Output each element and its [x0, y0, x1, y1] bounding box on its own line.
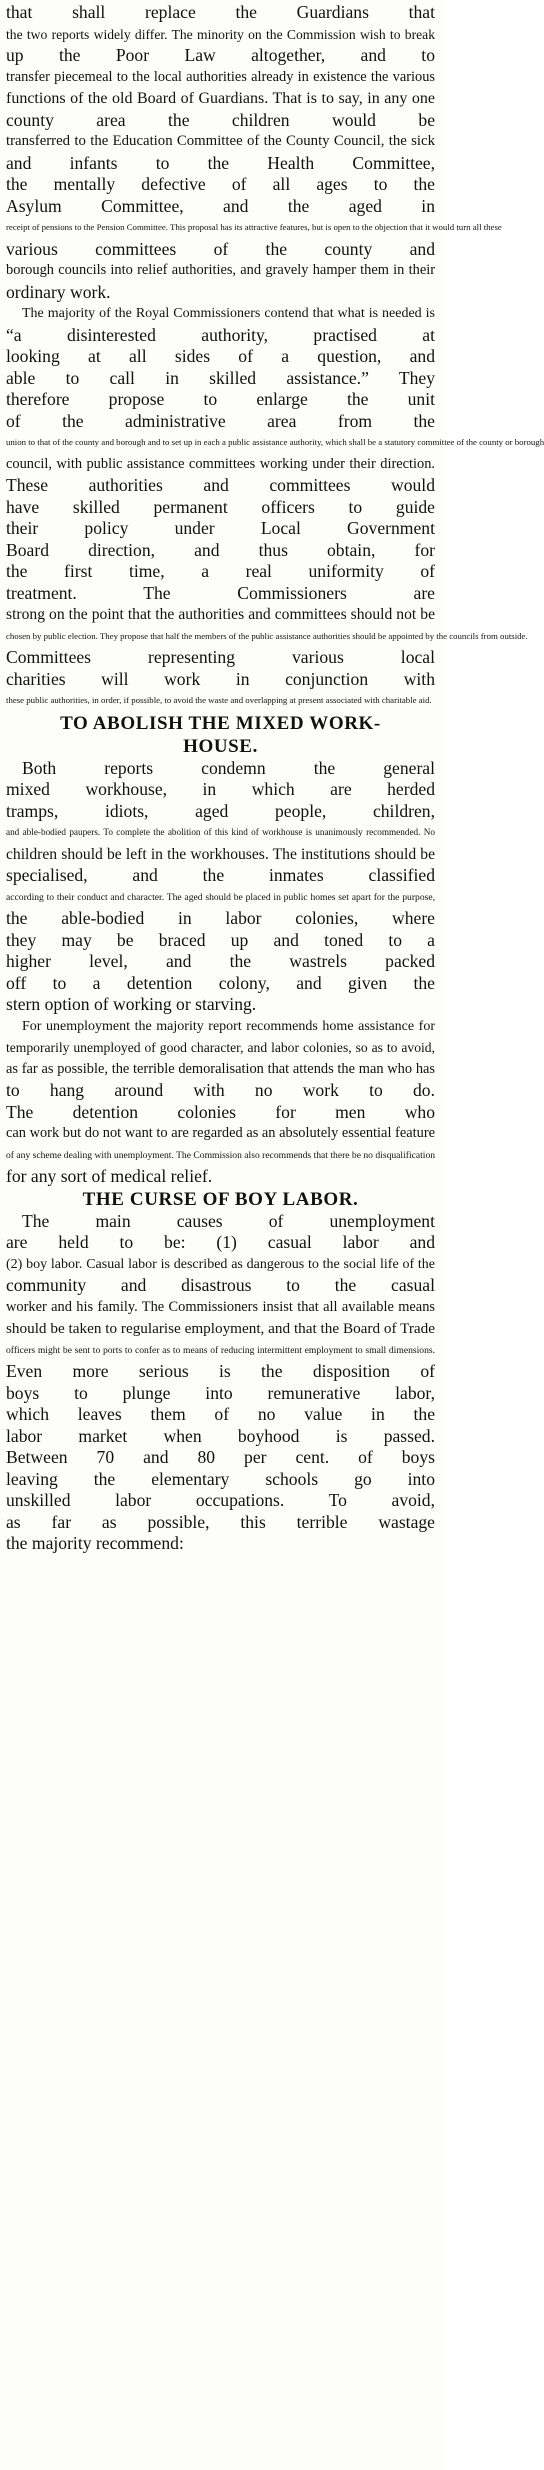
text-line: to hang around with no work to do. — [6, 1080, 435, 1100]
text-line: temporarily unemployed of good character, and labor colonies, so as to avoid, — [6, 1040, 435, 1055]
heading-mixed-workhouse — [6, 712, 435, 735]
text-line: chosen by public election. They propose that half the members of the public assistance authorities should be appointed by the councils from outside. — [6, 630, 528, 641]
text-line: the able-bodied in labor colonies, where — [6, 908, 435, 928]
text-line: able to call in skilled assistance.” They — [6, 367, 435, 388]
text-line: of any scheme dealing with unemployment. The Commission also recommends that there be no disqualification — [6, 1149, 436, 1161]
text-line: The detention colonies for men who — [6, 1101, 435, 1122]
text-line: Board direction, and thus obtain, for — [6, 539, 435, 560]
text-line: Asylum Committee, and the aged in — [6, 195, 435, 216]
text-line: “a disinterested authority, practised at — [6, 324, 435, 345]
text-line: transferred to the Education Committee of the County Council, the sick — [6, 133, 435, 149]
text-line: should be taken to regularise employment, and that the Board of Trade — [6, 1320, 435, 1337]
text-line: higher level, and the wastrels packed — [6, 951, 435, 971]
heading-mixed-workhouse-cont — [6, 735, 435, 758]
text-line: charities will work in conjunction with — [6, 668, 435, 689]
text-line: boys to plunge into remunerative labor, — [6, 1382, 435, 1403]
text-line: and infants to the Health Committee, — [6, 152, 435, 173]
text-line: ordinary work. — [6, 281, 111, 302]
text-line: for any sort of medical relief. — [6, 1166, 213, 1186]
text-line: according to their conduct and character. The aged should be placed in public homes set apart for the purpose, — [6, 891, 435, 903]
text-line: which leaves them of no value in the — [6, 1404, 435, 1424]
text-line: The majority of the Royal Commissioners contend that what is needed is — [22, 306, 435, 321]
text-line: For unemployment the majority report recommends home assistance for — [22, 1018, 435, 1034]
text-line: can work but do not want to are regarded as an absolutely essential feature — [6, 1125, 435, 1141]
text-line: that shall replace the Guardians that — [6, 2, 435, 22]
text-line: worker and his family. The Commissioners insist that all available means — [6, 1298, 435, 1315]
heading-text: HOUSE. — [183, 735, 258, 757]
heading-boy-labor — [6, 1188, 435, 1211]
paragraph — [6, 758, 435, 1016]
section-boy-labor — [6, 1211, 435, 1555]
text-line: these public authorities, in order, if possible, to avoid the waste and overlapping at present associated with charitable aid. — [6, 695, 432, 705]
text-line: Even more serious is the disposition of — [6, 1361, 435, 1381]
paragraph — [6, 1016, 435, 1188]
text-line: various committees of the county and — [6, 238, 435, 259]
text-line: treatment. The Commissioners are — [6, 582, 435, 603]
text-line: functions of the old Board of Guardians. That is to say, in any one — [6, 90, 435, 107]
text-line: These authorities and committees would — [6, 475, 435, 495]
text-line: unskilled labor occupations. To avoid, — [6, 1490, 435, 1510]
text-line: strong on the point that the authorities and committees should not be — [6, 606, 435, 623]
text-line: transfer piecemeal to the local authorities already in existence the various — [6, 68, 435, 85]
text-line: The main causes of unemployment — [22, 1210, 435, 1231]
heading-text: TO ABOLISH THE MIXED WORK- — [60, 712, 381, 734]
text-line: leaving the elementary schools go into — [6, 1468, 435, 1489]
text-line: Between 70 and 80 per cent. of boys — [6, 1447, 435, 1467]
text-line: they may be braced up and toned to a — [6, 929, 435, 950]
heading-text: THE CURSE OF BOY LABOR. — [82, 1188, 359, 1210]
text-line: as far as possible, the terrible demoralisation that attends the man who has — [6, 1060, 435, 1077]
text-line: are held to be: (1) casual labor and — [6, 1232, 435, 1252]
text-line: and able-bodied paupers. To complete the abolition of this kind of workhouse is unanimously recommended. No — [6, 827, 435, 837]
text-line: up the Poor Law altogether, and to — [6, 45, 435, 65]
text-line: the first time, a real uniformity of — [6, 561, 435, 581]
text-line: receipt of pensions to the Pension Committee. This proposal has its attractive features, but is open to the objection that it would turn all these — [6, 222, 502, 232]
text-line: the majority recommend: — [6, 1533, 184, 1553]
text-line: stern option of working or starving. — [6, 994, 257, 1014]
text-line: community and disastrous to the casual — [6, 1275, 435, 1295]
text-line: officers might be sent to ports to confer as to means of reducing intermittent employment to small dimensions. — [6, 1344, 435, 1356]
text-line: union to that of the county and borough and to set up in each a public assistance authority, which shall be a statutory committee of the county or borough — [6, 437, 544, 447]
paragraph — [6, 1211, 435, 1555]
paragraph — [6, 2, 502, 303]
text-line: (2) boy labor. Casual labor is described as dangerous to the social life of the — [6, 1256, 435, 1272]
text-line: have skilled permanent officers to guide — [6, 496, 435, 517]
text-line: labor market when boyhood is passed. — [6, 1425, 435, 1446]
text-line: of the administrative area from the — [6, 410, 435, 431]
text-line: as far as possible, this terrible wastage — [6, 1511, 435, 1532]
text-line: council, with public assistance committees working under their direction. — [6, 455, 435, 472]
text-line: Both reports condemn the general — [22, 757, 435, 778]
section-mixed-workhouse — [6, 758, 435, 1188]
text-line: borough councils into relief authorities, and gravely hamper them in their — [6, 262, 435, 278]
text-line: children should be left in the workhouses. The institutions should be — [6, 845, 435, 863]
text-line: the mentally defective of all ages to the — [6, 174, 435, 194]
text-line: therefore propose to enlarge the unit — [6, 389, 435, 409]
text-line: the two reports widely differ. The minority on the Commission wish to break — [6, 26, 435, 42]
text-line: their policy under Local Government — [6, 518, 435, 538]
text-line: mixed workhouse, in which are herded — [6, 779, 435, 799]
text-line: specialised, and the inmates classified — [6, 865, 435, 885]
text-line: looking at all sides of a question, and — [6, 346, 435, 366]
section-guardians — [6, 2, 544, 712]
text-line: off to a detention colony, and given the — [6, 972, 435, 993]
text-line: county area the children would be — [6, 109, 435, 130]
text-line: Committees representing various local — [6, 647, 435, 667]
paragraph — [6, 303, 544, 712]
text-line: tramps, idiots, aged people, children, — [6, 800, 435, 821]
